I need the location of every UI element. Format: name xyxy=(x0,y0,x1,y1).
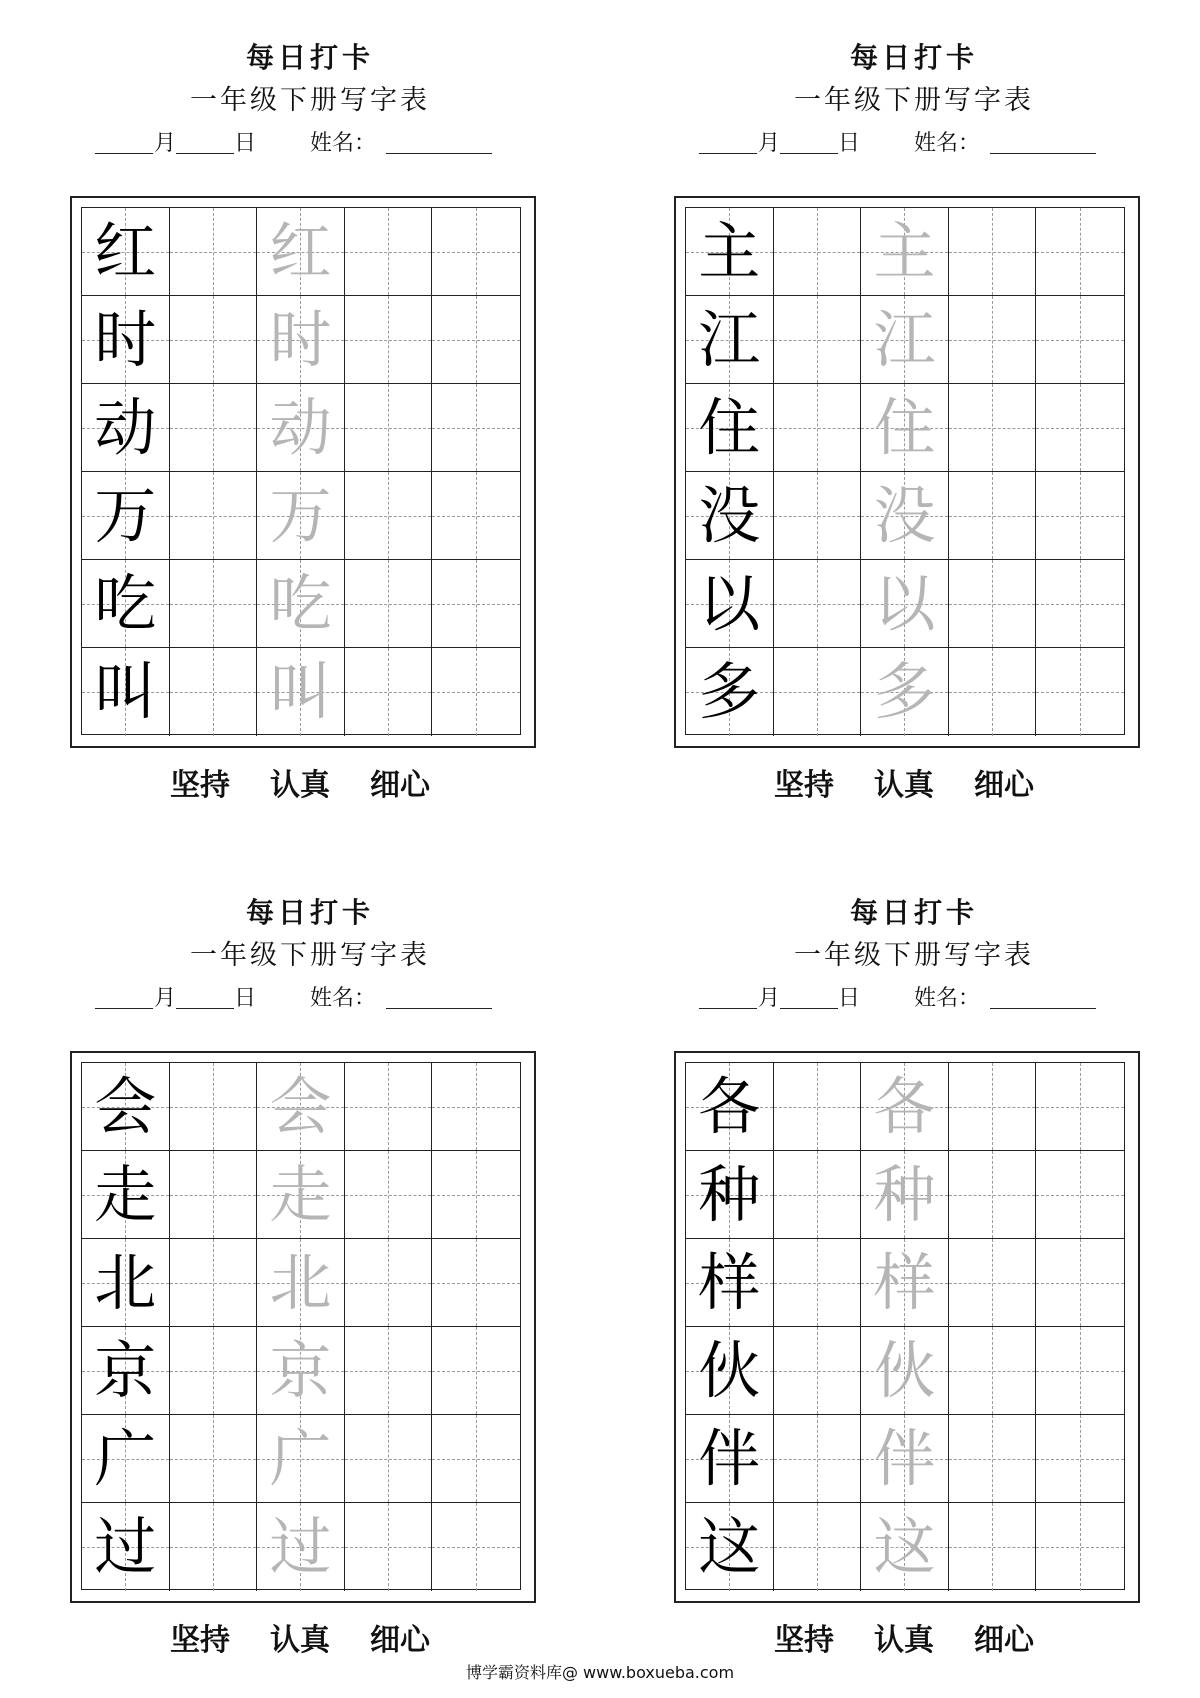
trace-cell xyxy=(861,208,949,296)
motto-word: 坚持 xyxy=(774,768,834,803)
model-cell xyxy=(686,560,774,648)
practice-row xyxy=(82,1239,520,1327)
month-blank[interactable] xyxy=(95,153,153,154)
writing-cell[interactable] xyxy=(432,1063,520,1151)
motto-word: 认真 xyxy=(874,768,934,803)
tianzige-grid xyxy=(81,1062,521,1590)
trace-character: 伴 xyxy=(873,1421,936,1495)
trace-character: 各 xyxy=(873,1069,936,1143)
day-label: 日 xyxy=(234,131,257,156)
model-character: 这 xyxy=(698,1510,761,1583)
writing-cell[interactable] xyxy=(432,648,520,736)
writing-cell[interactable] xyxy=(170,1151,258,1239)
month-label: 月 xyxy=(758,131,781,156)
sheet-title: 每日打卡 xyxy=(245,896,374,929)
model-character: 没 xyxy=(698,478,761,552)
trace-character: 红 xyxy=(269,214,332,288)
model-character: 以 xyxy=(698,566,761,640)
writing-cell[interactable] xyxy=(432,1327,520,1415)
motto xyxy=(60,1615,540,1659)
date-name-line xyxy=(664,979,1164,1019)
sheet-subtitle: 一年级下册写字表 xyxy=(794,940,1034,971)
practice-frame xyxy=(70,1051,536,1603)
date-name-line xyxy=(60,124,560,164)
practice-row xyxy=(686,648,1124,736)
motto-word: 认真 xyxy=(874,1623,934,1658)
writing-cell[interactable] xyxy=(170,1415,258,1503)
trace-cell xyxy=(861,1503,949,1591)
name-label: 姓名： xyxy=(914,131,981,156)
day-blank[interactable] xyxy=(780,153,838,154)
model-cell xyxy=(82,1327,170,1415)
writing-cell[interactable] xyxy=(1036,1239,1124,1327)
trace-character: 种 xyxy=(873,1157,936,1231)
motto-word: 认真 xyxy=(270,1623,330,1658)
trace-cell xyxy=(861,384,949,472)
name-blank[interactable] xyxy=(386,1008,492,1009)
trace-character: 主 xyxy=(873,214,936,288)
model-cell xyxy=(82,296,170,384)
writing-cell[interactable] xyxy=(345,560,433,648)
trace-cell xyxy=(257,384,345,472)
sheet-subtitle: 一年级下册写字表 xyxy=(190,940,430,971)
writing-cell[interactable] xyxy=(1036,208,1124,296)
practice-row xyxy=(82,296,520,384)
model-character: 红 xyxy=(94,214,157,288)
writing-cell[interactable] xyxy=(1036,1063,1124,1151)
sheet-title: 每日打卡 xyxy=(245,41,374,74)
motto-word: 认真 xyxy=(270,768,330,803)
practice-row xyxy=(82,1063,520,1151)
trace-character: 以 xyxy=(873,566,936,640)
practice-row xyxy=(82,560,520,648)
model-character: 走 xyxy=(94,1157,157,1231)
trace-cell xyxy=(257,1503,345,1591)
trace-character: 伙 xyxy=(873,1333,936,1407)
practice-frame xyxy=(674,196,1140,748)
practice-frame xyxy=(70,196,536,748)
model-cell xyxy=(686,208,774,296)
writing-cell[interactable] xyxy=(170,384,258,472)
writing-cell[interactable] xyxy=(774,296,862,384)
tianzige-grid xyxy=(685,207,1125,735)
practice-row xyxy=(82,472,520,560)
trace-character: 走 xyxy=(269,1157,332,1231)
tianzige-grid xyxy=(685,1062,1125,1590)
practice-row xyxy=(686,1063,1124,1151)
month-label: 月 xyxy=(154,986,177,1011)
trace-character: 没 xyxy=(873,478,936,552)
worksheet-1 xyxy=(60,38,560,803)
writing-cell[interactable] xyxy=(345,1327,433,1415)
worksheet-2 xyxy=(664,38,1164,803)
model-cell xyxy=(686,1503,774,1591)
date-name-line xyxy=(664,124,1164,164)
model-cell xyxy=(686,1151,774,1239)
month-label: 月 xyxy=(154,131,177,156)
model-cell xyxy=(686,1063,774,1151)
writing-cell[interactable] xyxy=(170,208,258,296)
trace-character: 叫 xyxy=(269,655,332,728)
trace-cell xyxy=(861,1151,949,1239)
model-character: 京 xyxy=(94,1333,157,1407)
trace-cell xyxy=(257,208,345,296)
writing-cell[interactable] xyxy=(949,648,1037,736)
model-cell xyxy=(686,472,774,560)
writing-cell[interactable] xyxy=(345,296,433,384)
writing-cell[interactable] xyxy=(949,208,1037,296)
model-cell xyxy=(82,208,170,296)
model-character: 时 xyxy=(94,302,157,376)
model-cell xyxy=(686,1415,774,1503)
trace-cell xyxy=(861,1327,949,1415)
motto xyxy=(60,760,540,804)
trace-character: 京 xyxy=(269,1333,332,1407)
name-label: 姓名： xyxy=(914,986,981,1011)
practice-row xyxy=(686,384,1124,472)
writing-cell[interactable] xyxy=(345,1503,433,1591)
model-cell xyxy=(82,1239,170,1327)
sheet-subtitle: 一年级下册写字表 xyxy=(794,85,1034,116)
trace-cell xyxy=(861,648,949,736)
writing-cell[interactable] xyxy=(432,296,520,384)
tianzige-grid xyxy=(81,207,521,735)
month-blank[interactable] xyxy=(95,1008,153,1009)
model-character: 会 xyxy=(94,1069,157,1143)
writing-cell[interactable] xyxy=(774,560,862,648)
trace-cell xyxy=(257,648,345,736)
model-character: 多 xyxy=(698,655,761,728)
writing-cell[interactable] xyxy=(345,1063,433,1151)
model-cell xyxy=(686,1239,774,1327)
model-cell xyxy=(686,296,774,384)
writing-cell[interactable] xyxy=(345,648,433,736)
motto-word: 细心 xyxy=(974,1623,1034,1658)
motto-word: 坚持 xyxy=(170,1623,230,1658)
writing-cell[interactable] xyxy=(170,472,258,560)
name-blank[interactable] xyxy=(386,153,492,154)
model-character: 住 xyxy=(698,390,761,464)
writing-cell[interactable] xyxy=(432,560,520,648)
trace-cell xyxy=(861,1239,949,1327)
model-character: 江 xyxy=(698,302,761,376)
practice-row xyxy=(82,1327,520,1415)
model-cell xyxy=(82,648,170,736)
model-cell xyxy=(686,1327,774,1415)
worksheet-3 xyxy=(60,893,560,1658)
writing-cell[interactable] xyxy=(432,1151,520,1239)
trace-character: 吃 xyxy=(269,566,332,640)
trace-character: 时 xyxy=(269,302,332,376)
model-character: 万 xyxy=(94,478,157,552)
writing-cell[interactable] xyxy=(774,384,862,472)
writing-cell[interactable] xyxy=(345,208,433,296)
practice-row xyxy=(82,1151,520,1239)
model-character: 各 xyxy=(698,1069,761,1143)
model-cell xyxy=(82,1063,170,1151)
writing-cell[interactable] xyxy=(432,1415,520,1503)
writing-cell[interactable] xyxy=(345,1415,433,1503)
writing-cell[interactable] xyxy=(432,208,520,296)
name-blank[interactable] xyxy=(990,1008,1096,1009)
model-cell xyxy=(82,1151,170,1239)
writing-cell[interactable] xyxy=(432,384,520,472)
practice-row xyxy=(686,1327,1124,1415)
writing-cell[interactable] xyxy=(949,1503,1037,1591)
writing-cell[interactable] xyxy=(1036,1151,1124,1239)
model-character: 北 xyxy=(94,1245,157,1319)
writing-cell[interactable] xyxy=(949,560,1037,648)
writing-cell[interactable] xyxy=(774,1503,862,1591)
trace-character: 广 xyxy=(269,1421,332,1495)
practice-row xyxy=(686,1415,1124,1503)
writing-cell[interactable] xyxy=(1036,560,1124,648)
trace-character: 样 xyxy=(873,1245,936,1319)
month-blank[interactable] xyxy=(699,153,757,154)
writing-cell[interactable] xyxy=(949,1151,1037,1239)
writing-cell[interactable] xyxy=(1036,1503,1124,1591)
writing-cell[interactable] xyxy=(949,1063,1037,1151)
writing-cell[interactable] xyxy=(774,648,862,736)
writing-cell[interactable] xyxy=(432,1239,520,1327)
model-character: 样 xyxy=(698,1245,761,1319)
model-cell xyxy=(82,1503,170,1591)
practice-row xyxy=(686,472,1124,560)
trace-cell xyxy=(257,560,345,648)
writing-cell[interactable] xyxy=(949,384,1037,472)
practice-row xyxy=(82,1415,520,1503)
trace-cell xyxy=(257,1151,345,1239)
trace-cell xyxy=(861,560,949,648)
writing-cell[interactable] xyxy=(949,296,1037,384)
model-cell xyxy=(686,648,774,736)
model-cell xyxy=(82,1415,170,1503)
watermark-text: 博学霸资料库@ www.boxueba.com xyxy=(465,1663,735,1682)
model-cell xyxy=(82,384,170,472)
writing-cell[interactable] xyxy=(949,1239,1037,1327)
writing-cell[interactable] xyxy=(345,1151,433,1239)
writing-cell[interactable] xyxy=(774,1327,862,1415)
writing-cell[interactable] xyxy=(432,472,520,560)
practice-row xyxy=(82,208,520,296)
model-character: 广 xyxy=(94,1421,157,1495)
writing-cell[interactable] xyxy=(170,1239,258,1327)
writing-cell[interactable] xyxy=(1036,648,1124,736)
writing-cell[interactable] xyxy=(774,472,862,560)
motto-word: 细心 xyxy=(974,768,1034,803)
writing-cell[interactable] xyxy=(949,1327,1037,1415)
writing-cell[interactable] xyxy=(774,1239,862,1327)
trace-cell xyxy=(257,1415,345,1503)
month-label: 月 xyxy=(758,986,781,1011)
writing-cell[interactable] xyxy=(345,384,433,472)
trace-character: 住 xyxy=(873,390,936,464)
sheet-title: 每日打卡 xyxy=(849,41,978,74)
sheet-title: 每日打卡 xyxy=(849,896,978,929)
trace-cell xyxy=(861,1063,949,1151)
model-cell xyxy=(82,560,170,648)
model-character: 种 xyxy=(698,1157,761,1231)
writing-cell[interactable] xyxy=(170,296,258,384)
day-blank[interactable] xyxy=(176,1008,234,1009)
motto-word: 坚持 xyxy=(774,1623,834,1658)
worksheet-4 xyxy=(664,893,1164,1658)
writing-cell[interactable] xyxy=(170,1327,258,1415)
day-label: 日 xyxy=(838,131,861,156)
day-label: 日 xyxy=(234,986,257,1011)
practice-row xyxy=(686,1239,1124,1327)
trace-character: 动 xyxy=(269,390,332,464)
trace-cell xyxy=(257,472,345,560)
trace-character: 江 xyxy=(873,302,936,376)
trace-cell xyxy=(257,1327,345,1415)
writing-cell[interactable] xyxy=(1036,472,1124,560)
day-label: 日 xyxy=(838,986,861,1011)
name-blank[interactable] xyxy=(990,153,1096,154)
motto-word: 细心 xyxy=(370,1623,430,1658)
trace-character: 多 xyxy=(873,655,936,728)
motto xyxy=(664,1615,1144,1659)
trace-character: 北 xyxy=(269,1245,332,1319)
day-blank[interactable] xyxy=(176,153,234,154)
practice-row xyxy=(82,1503,520,1591)
day-blank[interactable] xyxy=(780,1008,838,1009)
model-cell xyxy=(82,472,170,560)
writing-cell[interactable] xyxy=(1036,384,1124,472)
trace-character: 万 xyxy=(269,478,332,552)
writing-cell[interactable] xyxy=(1036,1415,1124,1503)
trace-character: 过 xyxy=(269,1510,332,1583)
practice-frame xyxy=(674,1051,1140,1603)
sheet-subtitle: 一年级下册写字表 xyxy=(190,85,430,116)
writing-cell[interactable] xyxy=(1036,296,1124,384)
writing-cell[interactable] xyxy=(170,1503,258,1591)
writing-cell[interactable] xyxy=(170,560,258,648)
motto-word: 坚持 xyxy=(170,768,230,803)
writing-cell[interactable] xyxy=(774,1063,862,1151)
practice-row xyxy=(82,384,520,472)
writing-cell[interactable] xyxy=(345,472,433,560)
practice-row xyxy=(686,296,1124,384)
model-character: 叫 xyxy=(94,655,157,728)
writing-cell[interactable] xyxy=(170,1063,258,1151)
trace-cell xyxy=(861,472,949,560)
writing-cell[interactable] xyxy=(949,472,1037,560)
writing-cell[interactable] xyxy=(774,208,862,296)
writing-cell[interactable] xyxy=(345,1239,433,1327)
model-character: 吃 xyxy=(94,566,157,640)
trace-cell xyxy=(861,1415,949,1503)
practice-row xyxy=(686,1503,1124,1591)
model-character: 过 xyxy=(94,1510,157,1583)
model-character: 主 xyxy=(698,214,761,288)
motto-word: 细心 xyxy=(370,768,430,803)
practice-row xyxy=(82,648,520,736)
name-label: 姓名： xyxy=(310,986,377,1011)
practice-row xyxy=(686,208,1124,296)
practice-row xyxy=(686,1151,1124,1239)
writing-cell[interactable] xyxy=(170,648,258,736)
trace-character: 这 xyxy=(873,1510,936,1583)
date-name-line xyxy=(60,979,560,1019)
writing-cell[interactable] xyxy=(1036,1327,1124,1415)
trace-cell xyxy=(257,1063,345,1151)
writing-cell[interactable] xyxy=(949,1415,1037,1503)
trace-cell xyxy=(257,296,345,384)
trace-cell xyxy=(861,296,949,384)
trace-cell xyxy=(257,1239,345,1327)
writing-cell[interactable] xyxy=(774,1415,862,1503)
motto xyxy=(664,760,1144,804)
writing-cell[interactable] xyxy=(774,1151,862,1239)
model-character: 伙 xyxy=(698,1333,761,1407)
trace-character: 会 xyxy=(269,1069,332,1143)
model-character: 动 xyxy=(94,390,157,464)
name-label: 姓名： xyxy=(310,131,377,156)
month-blank[interactable] xyxy=(699,1008,757,1009)
model-cell xyxy=(686,384,774,472)
model-character: 伴 xyxy=(698,1421,761,1495)
practice-row xyxy=(686,560,1124,648)
writing-cell[interactable] xyxy=(432,1503,520,1591)
